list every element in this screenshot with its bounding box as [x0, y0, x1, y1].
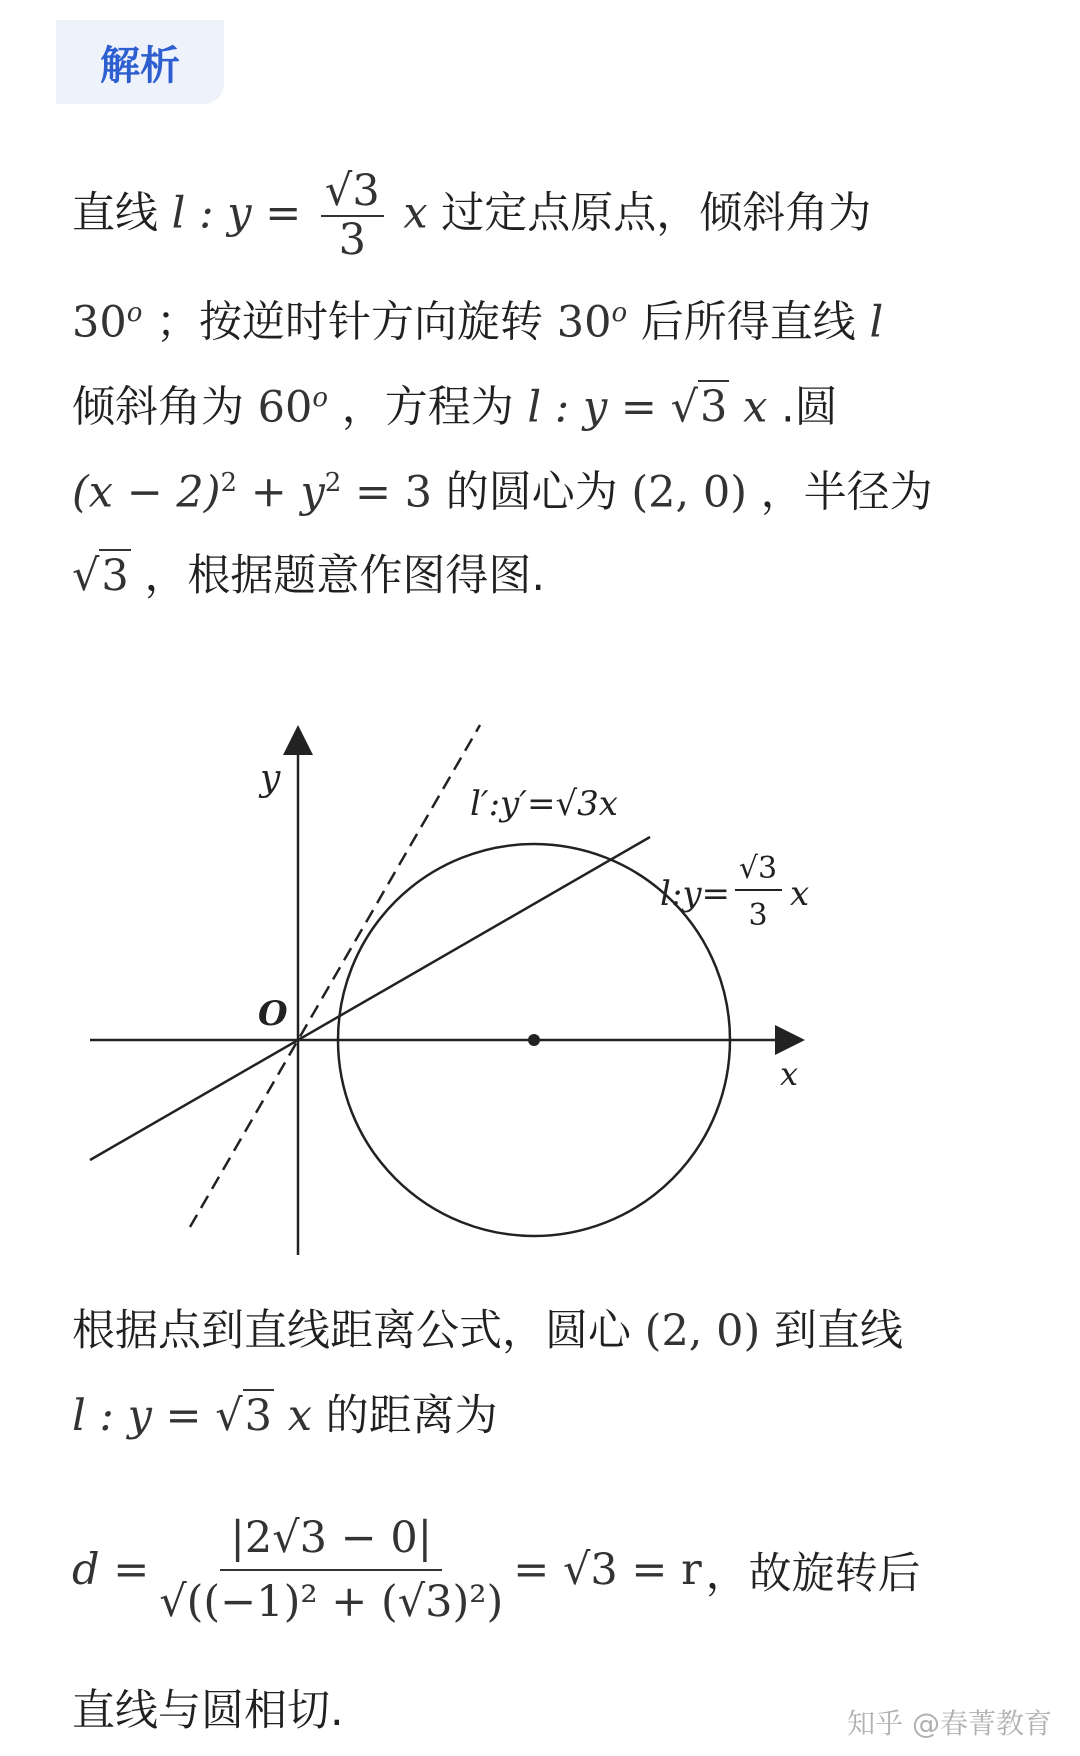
- math: (x − 2): [72, 467, 221, 518]
- axis-y-label: y: [260, 758, 281, 799]
- line-l-frac-num: √3: [738, 851, 778, 886]
- text: 倾斜角为: [72, 382, 244, 433]
- origin-label: O: [258, 994, 288, 1034]
- circle-center-point: [528, 1034, 540, 1046]
- formula-fraction: [159, 1513, 503, 1627]
- sqrt-radicand: 3: [700, 382, 728, 433]
- formula-denominator: √((−1)² + (√3)²): [159, 1577, 504, 1627]
- math: x: [287, 1391, 312, 1441]
- text: 直线与圆相切.: [72, 1686, 344, 1736]
- superscript: 2: [220, 468, 238, 498]
- para2-line1: [72, 1306, 903, 1356]
- text: ，半径为: [760, 467, 933, 518]
- superscript: o: [312, 383, 329, 413]
- figure-svg: [80, 720, 840, 1280]
- math: 60: [257, 382, 313, 433]
- text: ；按逆时针方向旋转: [156, 297, 544, 348]
- formula-lhs: d =: [72, 1545, 150, 1595]
- formula-rhs: = √3 = r: [513, 1545, 702, 1595]
- math: 30: [72, 297, 127, 348]
- superscript: 2: [324, 468, 342, 498]
- math: l : y =: [171, 188, 302, 239]
- para1-line2: [72, 297, 884, 348]
- math: 30: [556, 297, 612, 348]
- text: 过定点原点，倾斜角为: [441, 188, 872, 239]
- superscript: o: [126, 298, 143, 328]
- line-l-label-prefix: l:y=: [660, 874, 731, 914]
- fraction-numerator: √3: [321, 170, 384, 217]
- text: .圆: [781, 382, 838, 433]
- sqrt: √3: [215, 1391, 273, 1441]
- formula-tail-text: ，故旋转后: [705, 1548, 921, 1599]
- fraction-sqrt3-over-3: [321, 166, 384, 265]
- text: 根据点到直线距离公式，圆心: [72, 1306, 631, 1356]
- text: ，方程为: [341, 382, 514, 433]
- math: l : y =: [527, 382, 657, 433]
- math: x: [743, 382, 768, 433]
- formula-numerator: |2√3 − 0|: [220, 1513, 442, 1571]
- text: 直线: [72, 188, 158, 239]
- math: l: [869, 297, 884, 348]
- conclusion-line: [72, 1686, 344, 1736]
- para2-line2: [72, 1391, 498, 1441]
- para1-line5: [72, 551, 546, 601]
- superscript: o: [611, 298, 628, 328]
- text: 后所得直线: [640, 297, 856, 348]
- text: 到直线: [773, 1306, 903, 1356]
- text: 的圆心为: [445, 467, 618, 518]
- sqrt-radicand: 3: [244, 1391, 273, 1441]
- para1-line3: [72, 382, 838, 433]
- distance-formula: [72, 1470, 921, 1670]
- text: ，根据题意作图得图.: [144, 551, 546, 601]
- math: x: [403, 188, 428, 239]
- line-l-frac-den: 3: [748, 898, 768, 933]
- fraction-denominator: 3: [338, 215, 366, 265]
- math: l : y =: [72, 1391, 202, 1441]
- sqrt: √3: [670, 382, 728, 433]
- watermark: 知乎 @春菁教育: [847, 1707, 1052, 1740]
- para1-line4: [72, 467, 933, 518]
- axis-x-label: x: [780, 1055, 799, 1093]
- line-rotated-label: l′:y′=√3x: [470, 784, 618, 824]
- math: = 3: [354, 467, 433, 518]
- line-rotated: [190, 725, 480, 1227]
- math: + y: [250, 467, 325, 518]
- analysis-badge-label: 解析: [100, 42, 180, 89]
- sqrt: √3: [72, 551, 129, 601]
- text: 的距离为: [325, 1391, 498, 1441]
- math: (2, 0): [644, 1306, 761, 1356]
- sqrt-radicand: 3: [101, 551, 129, 601]
- math: (2, 0): [631, 467, 747, 518]
- geometry-figure: [80, 720, 840, 1280]
- analysis-badge: [56, 20, 224, 104]
- line-l-label-suffix: x: [790, 874, 810, 914]
- line-l: [90, 837, 650, 1160]
- para1-line1: [72, 166, 872, 265]
